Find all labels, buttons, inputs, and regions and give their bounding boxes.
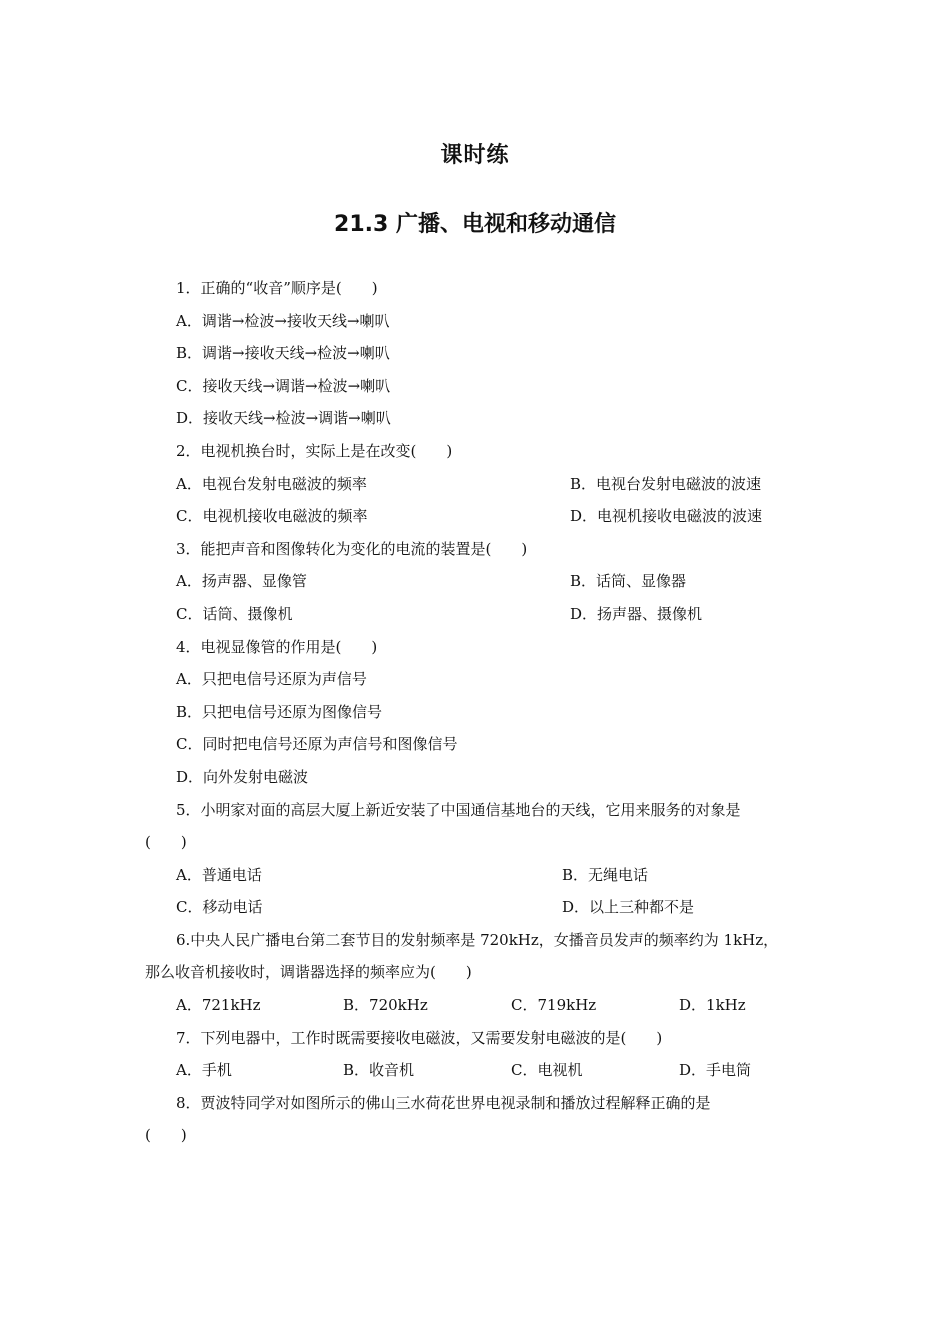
question-2-option-d: D．电视机接收电磁波的波速 [570,507,763,526]
page-title: 课时练 [440,143,510,168]
question-5-stem: 5．小明家对面的高层大厦上新近安装了中国通信基地台的天线，它用来服务的对象是 [176,800,741,819]
question-2-option-b: B．电视台发射电磁波的波速 [570,474,762,493]
question-2-option-a: A．电视台发射电磁波的频率 [176,474,367,493]
question-6-options-row [145,989,810,1022]
question-list [145,272,810,1152]
question-1-option-d: D．接收天线→检波→调谐→喇叭 [176,409,391,428]
question-7-stem: 7．下列电器中，工作时既需要接收电磁波，又需要发射电磁波的是( ) [176,1028,663,1047]
question-3-option-d: D．扬声器、摄像机 [570,604,703,623]
question-7-option-d: D．手电筒 [679,1061,752,1080]
question-6-stem: 6.中央人民广播电台第二套节目的发射频率是 720kHz，女播音员发声的频率约为 1kHz， [176,930,779,949]
question-7-options-row [145,1054,810,1087]
question-5-stem-continued: ( ) [145,833,187,852]
question-1-option-c: C．接收天线→调谐→检波→喇叭 [176,376,391,395]
question-4-option-a: A．只把电信号还原为声信号 [176,670,367,689]
question-7-option-a: A．手机 [176,1061,232,1080]
question-3-stem: 3．能把声音和图像转化为变化的电流的装置是( ) [176,539,528,558]
question-3-option-c: C．话筒、摄像机 [176,604,293,623]
question-1-stem: 1．正确的“收音”顺序是( ) [176,279,378,297]
question-5-option-c: C．移动电话 [176,898,263,917]
question-4-option-d: D．向外发射电磁波 [176,767,309,786]
question-7-option-c: C．电视机 [511,1061,583,1080]
question-5-option-b: B．无绳电话 [562,865,649,884]
question-6-option-a: A．721kHz [176,996,261,1015]
question-6-option-b: B．720kHz [343,996,428,1015]
question-8-stem: 8．贾波特同学对如图所示的佛山三水荷花世界电视录制和播放过程解释正确的是 [176,1093,711,1112]
question-2-options-row-1 [145,468,810,501]
question-3-options-row-2 [145,598,810,631]
question-3-option-a: A．扬声器、显像管 [176,572,307,591]
section-title: 21.3 广播、电视和移动通信 [334,212,616,237]
question-1-option-b: B．调谐→接收天线→检波→喇叭 [176,344,390,363]
question-7-option-b: B．收音机 [343,1061,415,1080]
question-8-stem-continued: ( ) [145,1126,187,1145]
question-5-option-a: A．普通电话 [176,865,262,884]
question-4-option-b: B．只把电信号还原为图像信号 [176,702,383,721]
question-4-stem: 4．电视显像管的作用是( ) [176,637,378,656]
question-5-options-row-1 [145,859,810,892]
question-5-option-d: D．以上三种都不是 [562,898,695,917]
question-4-option-c: C．同时把电信号还原为声信号和图像信号 [176,735,458,754]
question-3-option-b: B．话筒、显像器 [570,572,687,591]
question-6-stem-continued: 那么收音机接收时，调谐器选择的频率应为( ) [145,963,472,982]
question-2-stem: 2．电视机换台时，实际上是在改变( ) [176,441,453,460]
question-3-options-row-1 [145,565,810,598]
question-2-options-row-2 [145,500,810,533]
question-6-option-d: D．1kHz [679,996,746,1015]
question-2-option-c: C．电视机接收电磁波的频率 [176,507,368,526]
question-5-options-row-2 [145,891,810,924]
question-6-option-c: C．719kHz [511,996,597,1015]
question-1-option-a: A．调谐→检波→接收天线→喇叭 [176,311,390,330]
